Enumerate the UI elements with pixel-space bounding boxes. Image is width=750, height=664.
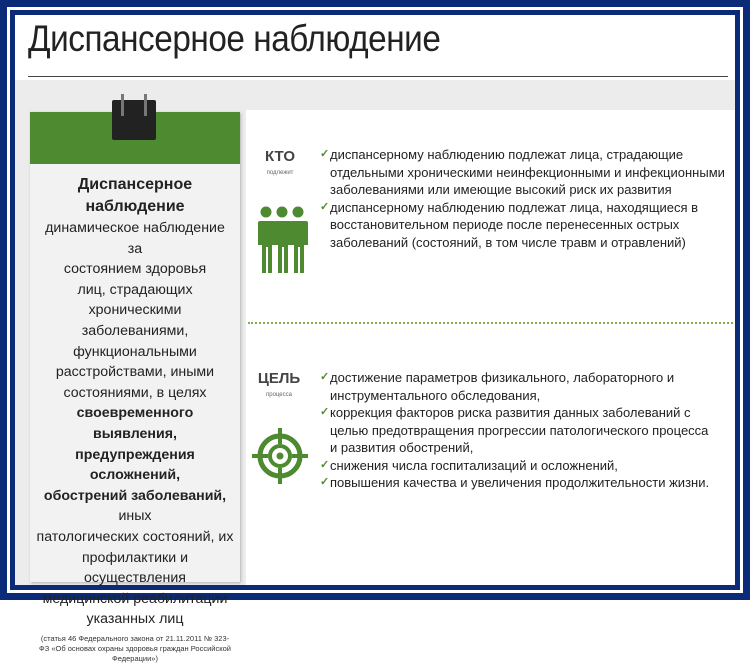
goal-list	[320, 369, 715, 492]
who-item: ✓ диспансерному наблюдению подлежат лица, страдающие отдельными хроническими неинфекционными и инфекционными заболеваниями или имеющие высокий риск их развития	[320, 147, 725, 197]
goal-label: ЦЕЛЬ	[257, 370, 301, 387]
definition-plain-segment: иных	[118, 508, 152, 525]
check-icon: ✓	[320, 148, 330, 160]
definition-line: состояниями, в целях	[63, 384, 207, 401]
definition-heading: Диспансерное наблюдение	[77, 176, 193, 215]
check-icon: ✓	[320, 458, 330, 471]
check-icon: ✓	[320, 476, 330, 488]
definition-bold-line: предупреждения осложнений,	[75, 446, 195, 484]
definition-line: лиц, страдающих хроническими	[77, 281, 193, 319]
people-group-icon	[256, 205, 308, 275]
definition-line: указанных лиц	[86, 611, 184, 628]
definition-mixed-line	[36, 486, 234, 527]
definition-bold-segment: обострений заболеваний,	[43, 487, 227, 504]
title-divider	[28, 76, 728, 77]
law-reference: (статья 46 Федерального закона от 21.11.2011 № 323-ФЗ «Об основах охраны здоровья граждан Российской Федерации»)	[39, 633, 231, 663]
check-icon: ✓	[320, 200, 330, 213]
definition-card	[30, 112, 240, 663]
who-item: ✓ диспансерному наблюдению подлежат лица, находящиеся в восстановительном периоде после перенесенных острых заболеваний (состояний, в том числе травм и отравлений)	[320, 199, 699, 250]
definition-line: состоянием здоровья	[63, 261, 207, 278]
check-icon: ✓	[320, 406, 330, 418]
who-list	[320, 146, 730, 251]
goal-item: ✓ коррекция факторов риска развития данных заболеваний с целью предотвращения прогрессии патологического процесса и развития обострений,	[320, 405, 709, 455]
definition-line: расстройствами, иными	[55, 364, 215, 381]
target-crosshair-icon	[252, 428, 308, 484]
page-title: Диспансерное наблюдение	[28, 18, 441, 59]
who-label: КТО	[265, 148, 295, 165]
definition-text	[36, 174, 234, 664]
who-sublabel: подлежит	[266, 170, 294, 176]
definition-line: динамическое наблюдение за	[45, 220, 225, 257]
definition-line: функциональными	[73, 343, 197, 360]
goal-item: ✓ достижение параметров физикального, лабораторного и инструментального обследования,	[320, 370, 675, 403]
definition-bold-line: своевременного выявления,	[76, 405, 194, 442]
definition-line: патологических состояний, их	[36, 528, 234, 545]
card-green-header	[30, 112, 240, 164]
definition-line: профилактики и осуществления	[81, 549, 189, 587]
check-icon: ✓	[320, 371, 330, 383]
goal-item: ✓ снижения числа госпитализаций и осложнений,	[320, 457, 618, 473]
definition-line: заболеваниями,	[81, 322, 189, 339]
goal-item: ✓ повышения качества и увеличения продолжительности жизни.	[320, 475, 710, 490]
goal-sublabel: процесса	[266, 392, 292, 398]
section-divider	[248, 322, 733, 324]
binder-clip-icon	[112, 100, 156, 140]
definition-line: медицинской реабилитации	[42, 590, 228, 607]
